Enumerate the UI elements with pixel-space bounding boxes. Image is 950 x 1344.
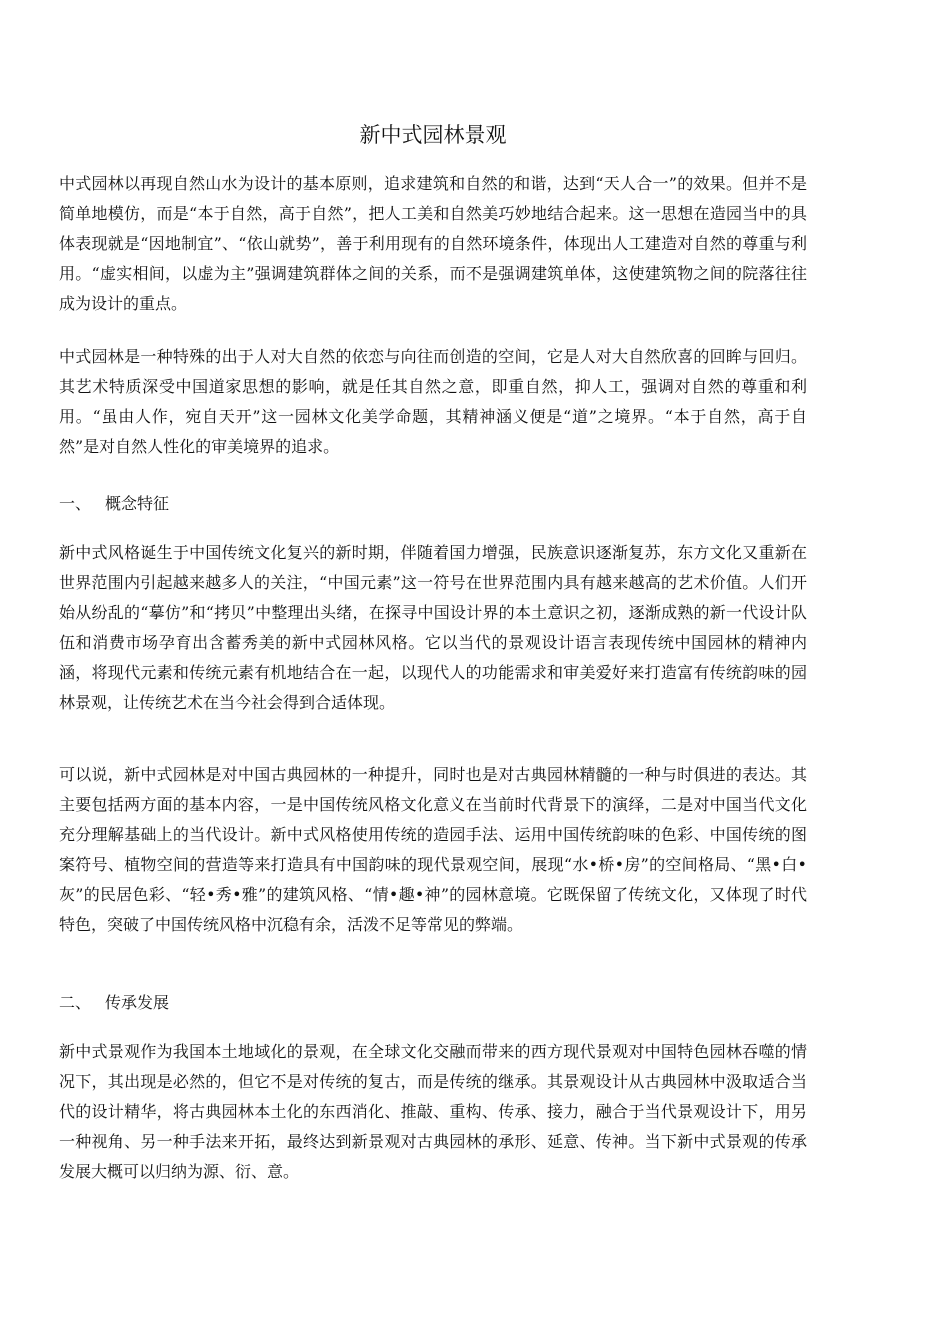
section-number: 一、: [59, 494, 92, 513]
section-heading-concept: [59, 489, 169, 519]
section-heading-heritage: [59, 988, 169, 1018]
section-title: 传承发展: [105, 993, 170, 1012]
paragraph-concept-1: 新中式风格诞生于中国传统文化复兴的新时期，伴随着国力增强，民族意识逐渐复苏，东方文化又重新在世界范围内引起越来越多人的关注，“中国元素”这一符号在世界范围内具有越来越高的艺术价值。人们开始从纷乱的“摹仿”和“拷贝”中整理出头绪，在探寻中国设计界的本土意识之初，逐渐成熟的新一代设计队伍和消费市场孕育出含蓄秀美的新中式园林风格。它以当代的景观设计语言表现传统中国园林的精神内涵，将现代元素和传统元素有机地结合在一起，以现代人的功能需求和审美爱好来打造富有传统韵味的园林景观，让传统艺术在当今社会得到合适体现。: [59, 543, 807, 712]
paragraph-intro-2: 中式园林是一种特殊的出于人对大自然的依恋与向往而创造的空间，它是人对大自然欣喜的回眸与回归。其艺术特质深受中国道家思想的影响，就是任其自然之意，即重自然，抑人工，强调对自然的尊重和利用。“虽由人作，宛自天开”这一园林文化美学命题，其精神涵义便是“道”之境界。“本于自然，高于自然”是对自然人性化的审美境界的追求。: [59, 347, 807, 456]
document-title: 新中式园林景观: [359, 123, 507, 147]
paragraph-intro-1: 中式园林以再现自然山水为设计的基本原则，追求建筑和自然的和谐，达到“天人合一”的效果。但并不是简单地模仿，而是“本于自然，高于自然”，把人工美和自然美巧妙地结合起来。这一思想在造园当中的具体表现就是“因地制宜”、“依山就势”，善于利用现有的自然环境条件，体现出人工建造对自然的尊重与利用。“虚实相间，以虚为主”强调建筑群体之间的关系，而不是强调建筑单体，这使建筑物之间的院落往往成为设计的重点。: [59, 174, 807, 313]
paragraph-heritage-1: 新中式景观作为我国本土地域化的景观，在全球文化交融而带来的西方现代景观对中国特色园林吞噬的情况下，其出现是必然的，但它不是对传统的复古，而是传统的继承。其景观设计从古典园林中汲取适合当代的设计精华，将古典园林本土化的东西消化、推敲、重构、传承、接力，融合于当代景观设计下，用另一种视角、另一种手法来开拓，最终达到新景观对古典园林的承形、延意、传神。当下新中式景观的传承发展大概可以归纳为源、衍、意。: [59, 1042, 807, 1181]
paragraph-concept-2: 可以说，新中式园林是对中国古典园林的一种提升，同时也是对古典园林精髓的一种与时俱进的表达。其主要包括两方面的基本内容，一是中国传统风格文化意义在当前时代背景下的演绎，二是对中国当代文化充分理解基础上的当代设计。新中式风格使用传统的造园手法、运用中国传统韵味的色彩、中国传统的图案符号、植物空间的营造等来打造具有中国韵味的现代景观空间，展现“水•桥•房”的空间格局、“黑•白•灰”的民居色彩、“轻•秀•雅”的建筑风格、“情•趣•神”的园林意境。它既保留了传统文化，又体现了时代特色，突破了中国传统风格中沉稳有余，活泼不足等常见的弊端。: [59, 765, 807, 934]
section-title: 概念特征: [105, 494, 170, 513]
section-number: 二、: [59, 993, 92, 1012]
